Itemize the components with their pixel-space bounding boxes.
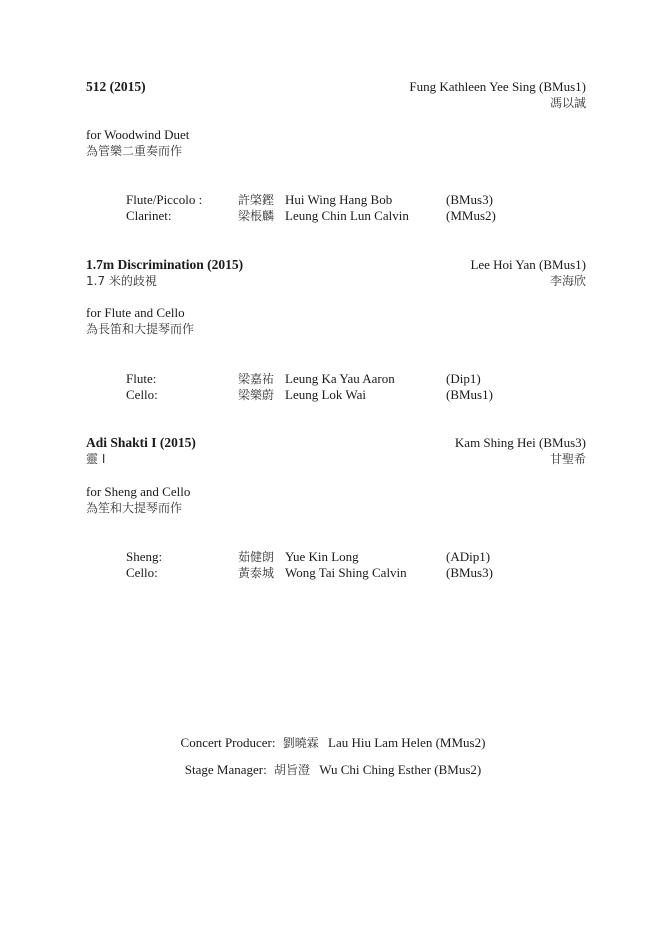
composer-name-zh: 甘聖希 [549, 452, 586, 466]
credit-role: Stage Manager: [184, 762, 267, 777]
performer-role: Flute/Piccolo : [126, 192, 203, 207]
performer-role: Cello: [126, 387, 158, 402]
performer-row [126, 192, 546, 208]
performer-role: Sheng: [126, 549, 163, 564]
piece-subheader [86, 451, 586, 467]
performer-degree: (BMus1) [446, 387, 493, 402]
performer-row [126, 371, 546, 387]
performer-role: Clarinet: [126, 208, 172, 223]
performer-list [126, 549, 546, 581]
production-credits [0, 734, 670, 788]
performer-name: Leung Ka Yau Aaron [285, 371, 395, 386]
piece-header [86, 79, 586, 95]
credit-name-zh: 胡旨澄 [273, 763, 310, 777]
piece-header [86, 257, 586, 273]
credit-row [0, 734, 670, 761]
credit-row [0, 761, 670, 788]
performer-degree: (MMus2) [446, 208, 496, 223]
piece-title-zh: 1.7 米的歧視 [86, 274, 157, 288]
performer-name: Hui Wing Hang Bob [285, 192, 393, 207]
piece-header [86, 435, 586, 451]
performer-row [126, 549, 546, 565]
performer-name: Yue Kin Long [285, 549, 359, 564]
performer-list [126, 371, 546, 403]
instrumentation-zh: 為管樂二重奏而作 [86, 144, 183, 158]
piece-subheader [86, 95, 586, 111]
performer-name-zh: 許棨鏗 [238, 193, 275, 207]
performer-name-zh: 黃泰城 [238, 566, 275, 580]
instrumentation-zh: 為長笛和大提琴而作 [86, 322, 195, 336]
piece-title: 512 (2015) [86, 79, 146, 94]
performer-degree: (ADip1) [446, 549, 491, 564]
composer-name-zh: 馮以誠 [549, 96, 586, 110]
performer-name: Leung Chin Lun Calvin [285, 208, 409, 223]
performer-row [126, 565, 546, 581]
performer-name-zh: 梁樂蔚 [238, 388, 275, 402]
performer-list [126, 192, 546, 224]
credit-role: Concert Producer: [180, 735, 276, 750]
composer-name-zh: 李海欣 [549, 274, 586, 288]
performer-row [126, 208, 546, 224]
instrumentation [86, 127, 189, 159]
credit-name: Lau Hiu Lam Helen (MMus2) [328, 735, 486, 750]
composer-name: Fung Kathleen Yee Sing (BMus1) [409, 79, 586, 94]
piece-2 [86, 257, 586, 402]
performer-degree: (BMus3) [446, 192, 493, 207]
piece-subheader [86, 273, 586, 289]
piece-title: Adi Shakti I (2015) [86, 435, 196, 450]
performer-name: Leung Lok Wai [285, 387, 367, 402]
piece-1 [86, 79, 586, 223]
performer-row [126, 387, 546, 403]
performer-role: Flute: [126, 371, 157, 386]
performer-degree: (BMus3) [446, 565, 493, 580]
composer-name: Kam Shing Hei (BMus3) [454, 435, 586, 450]
performer-name-zh: 梁棖麟 [238, 209, 275, 223]
performer-name-zh: 梁嘉祐 [238, 372, 275, 386]
instrumentation-en: for Flute and Cello [86, 305, 185, 320]
credit-name: Wu Chi Ching Esther (BMus2) [319, 762, 482, 777]
performer-name-zh: 茹健朗 [238, 550, 275, 564]
piece-3 [86, 435, 586, 580]
piece-title: 1.7m Discrimination (2015) [86, 257, 244, 272]
instrumentation [86, 305, 194, 337]
piece-title-zh: 靈 I [86, 452, 106, 466]
performer-role: Cello: [126, 565, 158, 580]
instrumentation-en: for Sheng and Cello [86, 484, 191, 499]
instrumentation [86, 484, 190, 516]
instrumentation-zh: 為笙和大提琴而作 [86, 501, 183, 515]
performer-name: Wong Tai Shing Calvin [285, 565, 407, 580]
composer-name: Lee Hoi Yan (BMus1) [470, 257, 586, 272]
instrumentation-en: for Woodwind Duet [86, 127, 190, 142]
credit-name-zh: 劉曉霖 [282, 736, 319, 750]
performer-degree: (Dip1) [446, 371, 481, 386]
